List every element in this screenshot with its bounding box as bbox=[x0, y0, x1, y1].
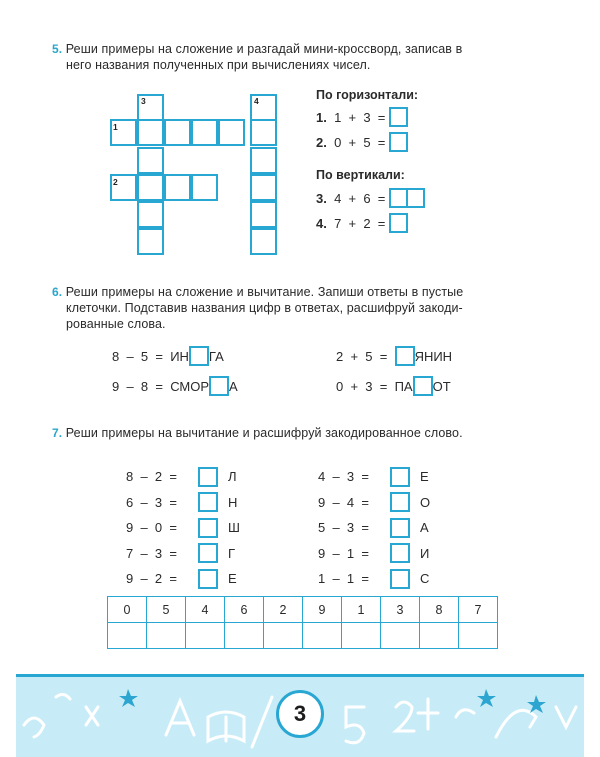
crossword-cell[interactable] bbox=[137, 201, 164, 228]
answer-box[interactable] bbox=[189, 346, 209, 366]
code-letter: Н bbox=[228, 494, 238, 510]
decoder-answer-cell[interactable] bbox=[147, 623, 186, 649]
crossword-clue-1: 1 bbox=[113, 122, 118, 132]
decoder-number: 9 bbox=[303, 597, 342, 623]
task7-row bbox=[126, 464, 240, 490]
answer-box[interactable] bbox=[390, 467, 410, 487]
answer-box[interactable] bbox=[209, 376, 229, 396]
answer-box[interactable] bbox=[389, 213, 408, 233]
vertical-clue-3 bbox=[316, 188, 425, 208]
answer-box[interactable] bbox=[389, 107, 408, 127]
crossword-cell[interactable] bbox=[250, 201, 277, 228]
task7-row bbox=[318, 464, 430, 490]
code-letter: Г bbox=[228, 545, 236, 561]
answer-box[interactable] bbox=[198, 543, 218, 563]
task6-row bbox=[336, 346, 452, 366]
code-letter: О bbox=[420, 494, 431, 510]
decoder-table bbox=[107, 596, 498, 649]
task7-expr: 9 – 4 = bbox=[318, 494, 369, 510]
word-part: ОТ bbox=[432, 378, 451, 394]
decoder-answer-cell[interactable] bbox=[342, 623, 381, 649]
clue-label: 4. bbox=[316, 215, 327, 231]
answer-box[interactable] bbox=[406, 188, 425, 208]
crossword-cell[interactable] bbox=[137, 147, 164, 174]
crossword-cell[interactable] bbox=[218, 119, 245, 146]
decoder-answer-cell[interactable] bbox=[381, 623, 420, 649]
task5-line1: Реши примеры на сложение и разгадай мини-кроссворд, записав в bbox=[65, 42, 463, 56]
decoder-number: 2 bbox=[264, 597, 303, 623]
decoder-answer-cell[interactable] bbox=[186, 623, 225, 649]
task6-row bbox=[112, 346, 224, 366]
decoder-number: 1 bbox=[342, 597, 381, 623]
task7-row bbox=[318, 490, 430, 516]
crossword-clue-3: 3 bbox=[141, 96, 146, 106]
crossword-clue-4: 4 bbox=[254, 96, 259, 106]
clue-expr: 4 + 6 = bbox=[334, 190, 386, 206]
task6-expr: 2 + 5 = bbox=[336, 348, 388, 364]
crossword-cell[interactable] bbox=[191, 174, 218, 201]
task7-expr: 8 – 2 = bbox=[126, 469, 177, 485]
decoder-answer-cell[interactable] bbox=[459, 623, 498, 649]
task7-expr: 9 – 2 = bbox=[126, 571, 177, 587]
decoder-answer-cell[interactable] bbox=[225, 623, 264, 649]
crossword-cell[interactable] bbox=[191, 119, 218, 146]
task7-expr: 9 – 1 = bbox=[318, 545, 369, 561]
decoder-answer-cell[interactable] bbox=[303, 623, 342, 649]
decoder-number: 5 bbox=[147, 597, 186, 623]
word-part: ЯНИН bbox=[414, 348, 453, 364]
task6-expr: 8 – 5 = bbox=[112, 348, 163, 364]
task6-line2: клеточки. Подставив названия цифр в ответах, расшифруй закоди- bbox=[66, 301, 463, 315]
vertical-heading: По вертикали: bbox=[316, 168, 405, 182]
task7-row bbox=[318, 566, 430, 592]
decoder-answer-row bbox=[108, 623, 498, 649]
task6-row bbox=[336, 376, 451, 396]
answer-box[interactable] bbox=[390, 518, 410, 538]
task7-row bbox=[126, 515, 240, 541]
task7-row bbox=[126, 490, 240, 516]
task7-right-column bbox=[318, 464, 430, 592]
decoder-number: 0 bbox=[108, 597, 147, 623]
task7-expr: 9 – 0 = bbox=[126, 520, 177, 536]
task7-text bbox=[52, 425, 572, 441]
clue-expr: 7 + 2 = bbox=[334, 215, 386, 231]
code-letter: Ш bbox=[228, 520, 240, 536]
task7-row bbox=[126, 566, 240, 592]
task7-expr: 5 – 3 = bbox=[318, 520, 369, 536]
task5-line2: него названия полученных при вычислениях чисел. bbox=[66, 58, 371, 72]
vertical-clue-4 bbox=[316, 213, 408, 233]
word-part: ПА bbox=[394, 378, 413, 394]
task6-line3: рованные слова. bbox=[66, 317, 166, 331]
horizontal-heading: По горизонтали: bbox=[316, 88, 419, 102]
code-letter: И bbox=[420, 545, 430, 561]
crossword-clue-2: 2 bbox=[113, 177, 118, 187]
task6-expr: 9 – 8 = bbox=[112, 378, 163, 394]
word-part: СМОР bbox=[170, 378, 210, 394]
decoder-answer-cell[interactable] bbox=[264, 623, 303, 649]
crossword-cell[interactable] bbox=[250, 147, 277, 174]
clue-label: 3. bbox=[316, 190, 327, 206]
crossword-cell[interactable] bbox=[164, 174, 191, 201]
clue-expr: 1 + 3 = bbox=[334, 109, 386, 125]
answer-box[interactable] bbox=[198, 569, 218, 589]
word-part: ГА bbox=[208, 348, 224, 364]
horizontal-clue-2 bbox=[316, 132, 408, 152]
horizontal-clue-1 bbox=[316, 107, 408, 127]
decoder-number: 3 bbox=[381, 597, 420, 623]
task7-line: Реши примеры на вычитание и расшифруй закодированное слово. bbox=[65, 426, 463, 440]
task6-line1: Реши примеры на сложение и вычитание. Запиши ответы в пустые bbox=[65, 285, 464, 299]
decoder-number: 6 bbox=[225, 597, 264, 623]
crossword-cell[interactable] bbox=[250, 228, 277, 255]
task7-row bbox=[318, 515, 430, 541]
task7-left-column bbox=[126, 464, 240, 592]
answer-box[interactable] bbox=[413, 376, 433, 396]
decoder-answer-cell[interactable] bbox=[420, 623, 459, 649]
decoder-number: 4 bbox=[186, 597, 225, 623]
answer-box[interactable] bbox=[198, 518, 218, 538]
clue-label: 1. bbox=[316, 109, 327, 125]
word-part: А bbox=[229, 378, 238, 394]
task7-expr: 4 – 3 = bbox=[318, 469, 369, 485]
task7-number: 7. bbox=[52, 426, 63, 440]
decoder-number-row bbox=[108, 597, 498, 623]
page-number: 3 bbox=[276, 690, 324, 738]
task6-number: 6. bbox=[52, 285, 63, 299]
code-letter: Л bbox=[228, 469, 237, 485]
answer-box[interactable] bbox=[390, 543, 410, 563]
task6-text bbox=[52, 284, 552, 332]
crossword-cell[interactable] bbox=[164, 119, 191, 146]
task6-row bbox=[112, 376, 238, 396]
clue-expr: 0 + 5 = bbox=[334, 134, 386, 150]
word-part: ИН bbox=[170, 348, 189, 364]
crossword-cell[interactable] bbox=[250, 119, 277, 146]
code-letter: С bbox=[420, 571, 430, 587]
decoder-answer-cell[interactable] bbox=[108, 623, 147, 649]
clue-label: 2. bbox=[316, 134, 327, 150]
task5-number: 5. bbox=[52, 42, 63, 56]
answer-box[interactable] bbox=[198, 467, 218, 487]
task7-expr: 6 – 3 = bbox=[126, 494, 177, 510]
answer-box[interactable] bbox=[390, 569, 410, 589]
answer-box[interactable] bbox=[198, 492, 218, 512]
crossword-cell[interactable] bbox=[137, 228, 164, 255]
crossword-cell[interactable] bbox=[137, 174, 164, 201]
task7-row bbox=[126, 541, 240, 567]
answer-box[interactable] bbox=[390, 492, 410, 512]
task7-row bbox=[318, 541, 430, 567]
code-letter: Е bbox=[228, 571, 237, 587]
code-letter: Е bbox=[420, 469, 429, 485]
crossword-cell[interactable] bbox=[250, 174, 277, 201]
code-letter: А bbox=[420, 520, 429, 536]
decoder-number: 7 bbox=[459, 597, 498, 623]
answer-box[interactable] bbox=[395, 346, 415, 366]
answer-box[interactable] bbox=[389, 132, 408, 152]
task7-expr: 7 – 3 = bbox=[126, 545, 177, 561]
task7-expr: 1 – 1 = bbox=[318, 571, 369, 587]
task6-expr: 0 + 3 = bbox=[336, 378, 388, 394]
decoder-number: 8 bbox=[420, 597, 459, 623]
crossword-cell[interactable] bbox=[137, 119, 164, 146]
task5-text bbox=[52, 41, 552, 73]
